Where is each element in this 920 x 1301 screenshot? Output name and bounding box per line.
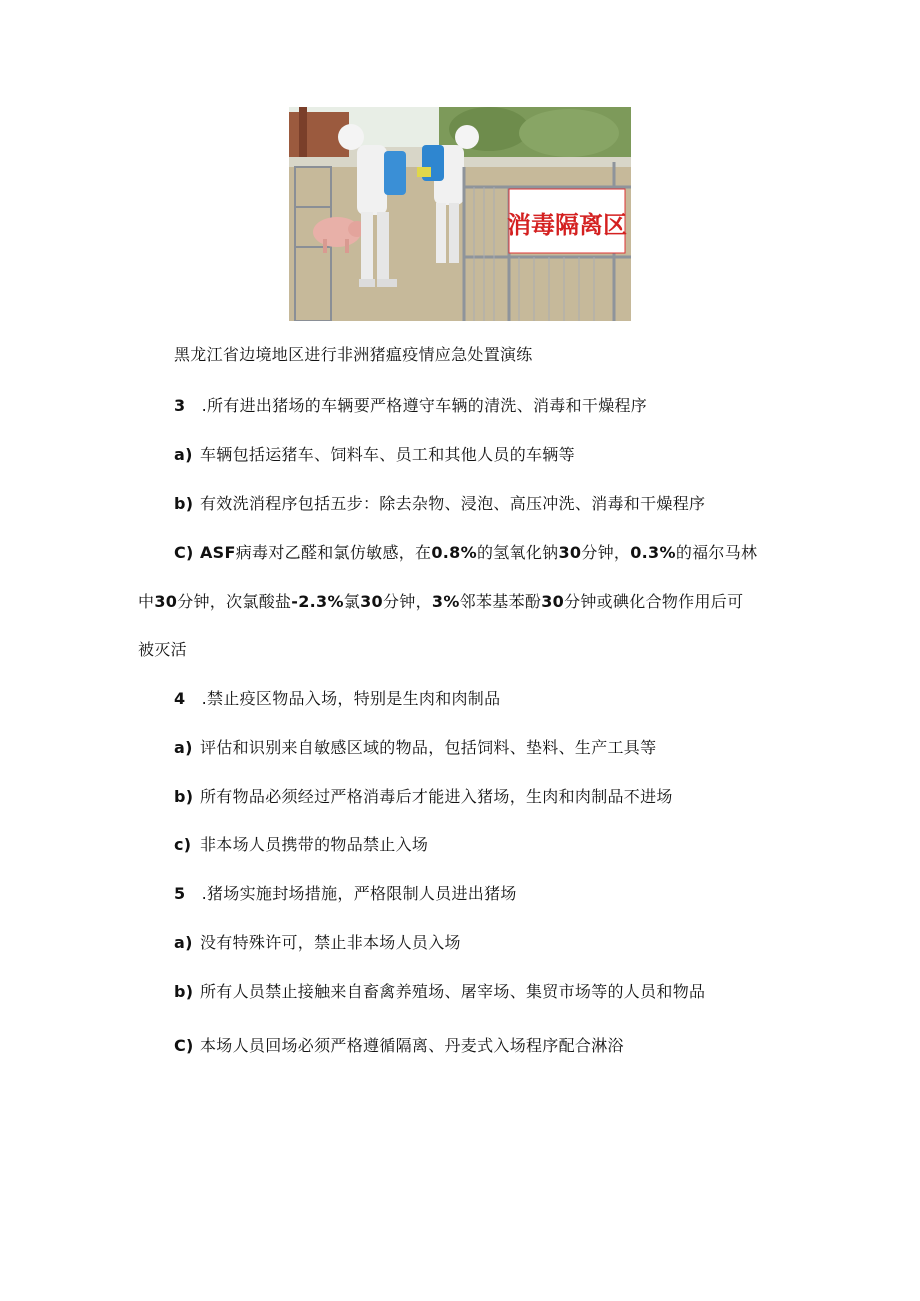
item-text: 非本场人员携带的物品禁止入场 <box>200 835 429 854</box>
section-title: .猪场实施封场措施，严格限制人员进出猪场 <box>201 884 517 903</box>
list-item <box>174 494 705 514</box>
item-label: a) <box>174 738 193 757</box>
disinfection-drill-photo <box>289 107 631 321</box>
section-number: 3 <box>174 396 186 415</box>
section-4-heading <box>174 689 500 709</box>
item-text: 所有人员禁止接触来自畜禽养殖场、屠宰场、集贸市场等的人员和物品 <box>200 982 706 1001</box>
item-text: 没有特殊许可，禁止非本场人员入场 <box>200 933 461 952</box>
section-title: .所有进出猪场的车辆要严格遵守车辆的清洗、消毒和干燥程序 <box>201 396 648 415</box>
item-text: 有效洗消程序包括五步：除去杂物、浸泡、高压冲洗、消毒和干燥程序 <box>200 494 706 513</box>
item-text: 评估和识别来自敏感区域的物品，包括饲料、垫料、生产工具等 <box>200 738 657 757</box>
item-text: 所有物品必须经过严格消毒后才能进入猪场，生肉和肉制品不进场 <box>200 787 673 806</box>
list-item: C) ASF病毒对乙醛和氯仿敏感，在0.8%的氢氧化钠30分钟，0.3%的福尔马林 <box>174 543 758 562</box>
list-item <box>174 933 461 953</box>
item-label: c) <box>174 835 192 854</box>
section-title: .禁止疫区物品入场，特别是生肉和肉制品 <box>201 689 501 708</box>
item-label: C) <box>174 1036 194 1055</box>
list-item-continued: 中30分钟，次氯酸盐-2.3%氯30分钟，3%邻苯基苯酚30分钟或碘化合物作用后可 <box>138 592 744 611</box>
section-number: 5 <box>174 884 186 903</box>
item-label: a) <box>174 445 193 464</box>
list-item <box>174 982 705 1002</box>
photo-caption: 黑龙江省边境地区进行非洲猪瘟疫情应急处置演练 <box>174 345 533 364</box>
item-label: b) <box>174 494 194 513</box>
list-item-continued: 被灭活 <box>138 640 187 659</box>
list-item <box>174 445 575 465</box>
sign-text: 消毒隔离区 <box>507 211 627 239</box>
list-item <box>174 1036 624 1056</box>
list-item <box>174 835 428 855</box>
item-text: 车辆包括运猪车、饲料车、员工和其他人员的车辆等 <box>200 445 575 464</box>
item-label: a) <box>174 933 193 952</box>
item-label: C) <box>174 543 194 562</box>
section-number: 4 <box>174 689 186 708</box>
item-label: b) <box>174 982 194 1001</box>
list-item <box>174 787 673 807</box>
item-text: 本场人员回场必须严格遵循隔离、丹麦式入场程序配合淋浴 <box>200 1036 624 1055</box>
section-5-heading <box>174 884 517 904</box>
list-item <box>174 738 656 758</box>
item-label: b) <box>174 787 194 806</box>
section-3-heading <box>174 396 647 416</box>
